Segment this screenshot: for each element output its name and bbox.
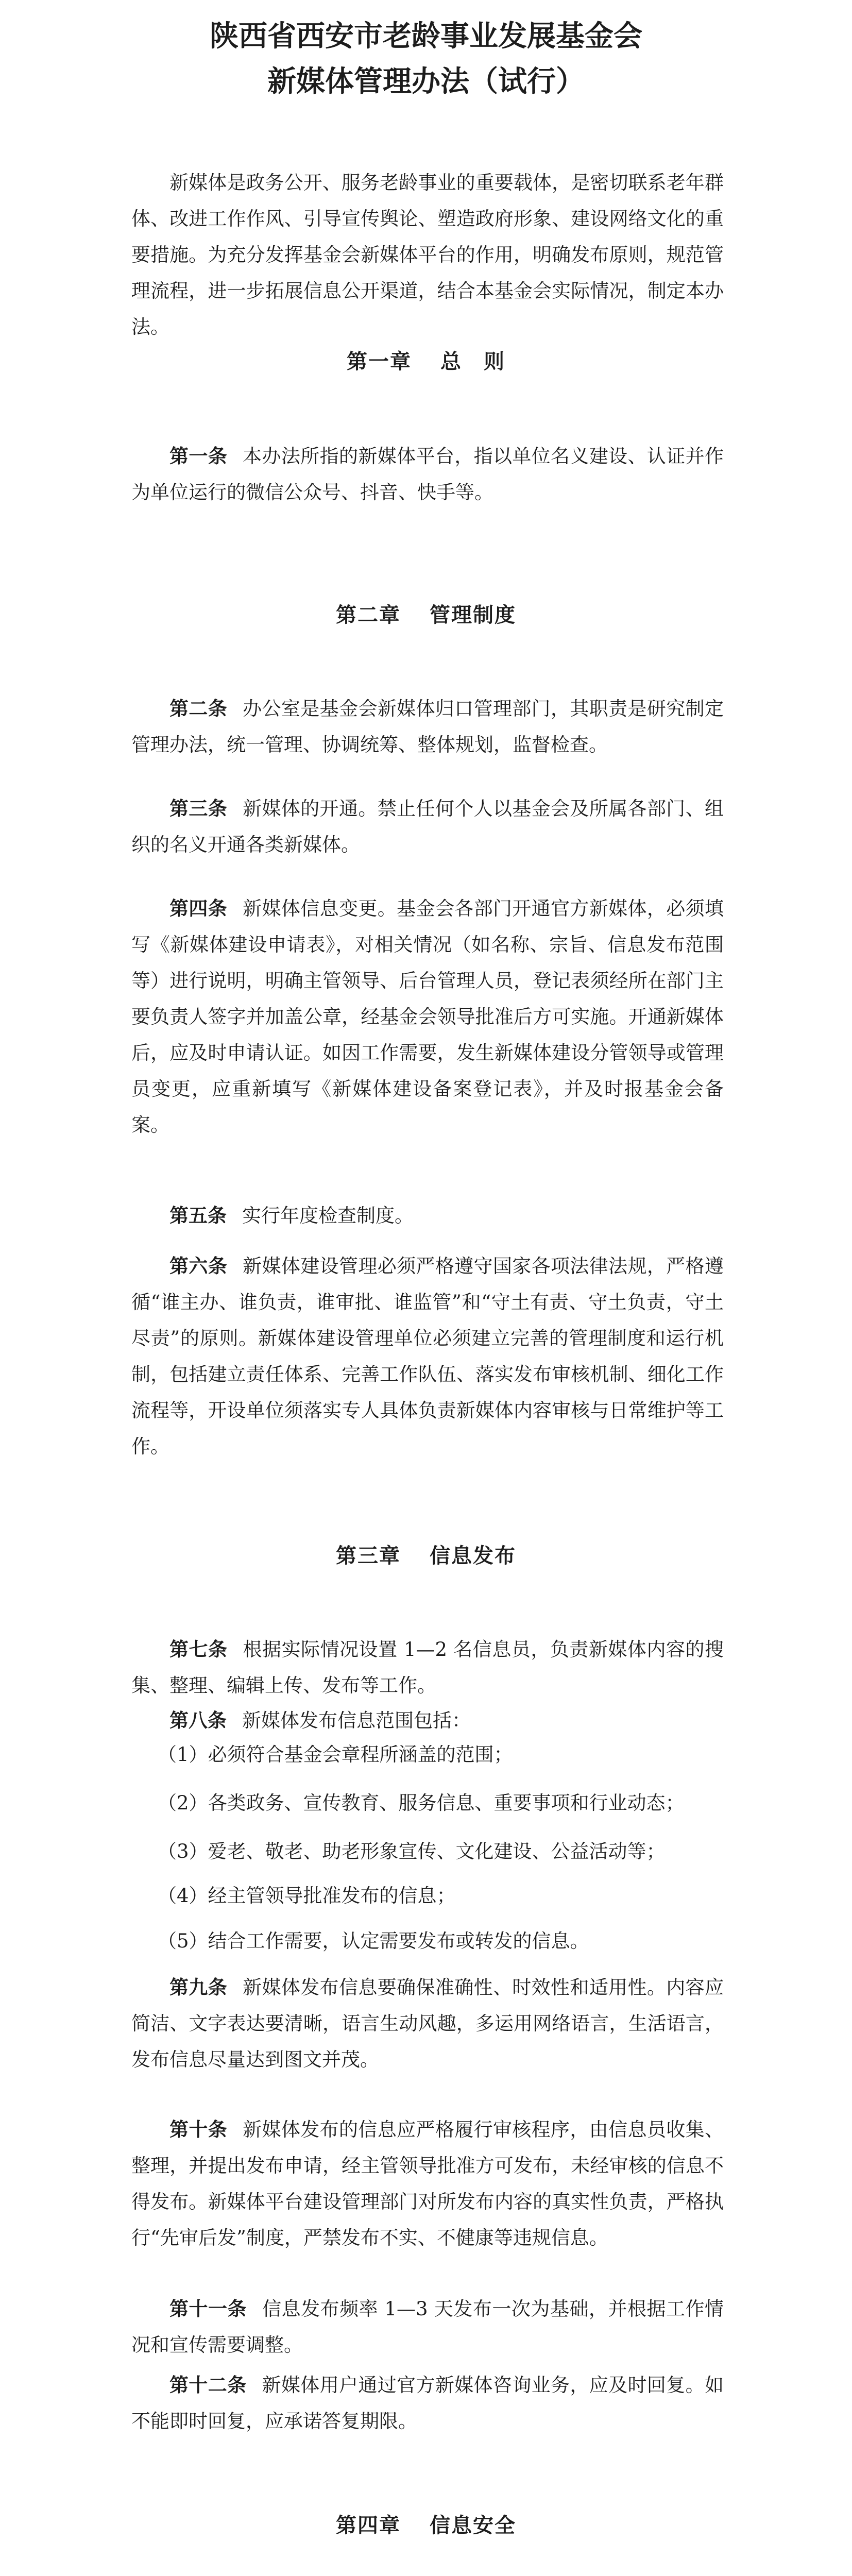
article-7: [131, 1631, 724, 1704]
chapter-number: 第四章: [336, 2513, 401, 2537]
article-9: [131, 1969, 724, 2078]
scope-item-5: （5）结合工作需要，认定需要发布或转发的信息。: [158, 1930, 589, 1952]
article-text: 新媒体发布的信息应严格履行审核程序，由信息员收集、整理，并提出发布申请，经主管领导批准方可发布，未经审核的信息不得发布。新媒体平台建设管理部门对所发布内容的真实性负责，严格执行“先审后发”制度，严禁发布不实、不健康等违规信息。: [131, 2119, 724, 2249]
chapter-name: 信息安全: [430, 2513, 516, 2537]
article-text: 信息发布频率 1—3 天发布一次为基础，并根据工作情况和宣传需要调整。: [131, 2298, 724, 2356]
article-text: 实行年度检查制度。: [242, 1205, 414, 1227]
scope-item-2: （2）各类政务、宣传教育、服务信息、重要事项和行业动态；: [158, 1792, 685, 1814]
article-label: 第十条: [169, 2118, 228, 2141]
chapter-name: 管理制度: [430, 603, 516, 627]
chapter-name: 总 则: [440, 349, 505, 374]
article-label: 第一条: [169, 445, 228, 467]
article-10: [131, 2111, 724, 2256]
chapter-1-heading: [0, 346, 852, 377]
article-label: 第四条: [169, 897, 228, 920]
article-5: [131, 1197, 724, 1234]
article-11: [131, 2291, 724, 2363]
document-title-line1: 陕西省西安市老龄事业发展基金会: [210, 19, 642, 53]
chapter-2-heading: [0, 600, 852, 631]
chapter-number: 第二章: [336, 603, 401, 627]
article-3: [131, 790, 724, 863]
intro-paragraph: 新媒体是政务公开、服务老龄事业的重要载体，是密切联系老年群体、改进工作作风、引导宣传舆论、塑造政府形象、建设网络文化的重要措施。为充分发挥基金会新媒体平台的作用，明确发布原则，规范管理流程，进一步拓展信息公开渠道，结合本基金会实际情况，制定本办法。: [131, 172, 724, 338]
article-label: 第五条: [169, 1204, 227, 1227]
article-text: 新媒体发布信息范围包括：: [242, 1709, 471, 1732]
article-4: [131, 890, 724, 1143]
article-text: 根据实际情况设置 1—2 名信息员，负责新媒体内容的搜集、整理、编辑上传、发布等工作。: [131, 1638, 724, 1697]
article-label: 第九条: [169, 1976, 228, 1998]
chapter-name: 信息发布: [430, 1544, 516, 1568]
article-8: [131, 1702, 724, 1739]
article-text: 本办法所指的新媒体平台，指以单位名义建设、认证并作为单位运行的微信公众号、抖音、快手等。: [131, 445, 724, 503]
article-6: [131, 1248, 724, 1465]
scope-item-1: （1）必须符合基金会章程所涵盖的范围；: [158, 1743, 513, 1766]
document-title-line2: 新媒体管理办法（试行）: [267, 64, 585, 98]
article-2: [131, 690, 724, 763]
article-12: [131, 2367, 724, 2439]
article-label: 第八条: [169, 1709, 227, 1732]
article-text: 新媒体建设管理必须严格遵守国家各项法律法规，严格遵循“谁主办、谁负责，谁审批、谁监管”和“守土有责、守土负责，守土尽责”的原则。新媒体建设管理单位必须建立完善的管理制度和运行机制，包括建立责任体系、完善工作队伍、落实发布审核机制、细化工作流程等，开设单位须落实专人具体负责新媒体内容审核与日常维护等工作。: [131, 1255, 724, 1458]
article-text: 办公室是基金会新媒体归口管理部门，其职责是研究制定管理办法，统一管理、协调统筹、整体规划，监督检查。: [131, 698, 724, 756]
chapter-4-heading: [0, 2510, 852, 2541]
article-text: 新媒体用户通过官方新媒体咨询业务，应及时回复。如不能即时回复，应承诺答复期限。: [131, 2374, 724, 2432]
chapter-number: 第三章: [336, 1544, 401, 1568]
article-text: 新媒体发布信息要确保准确性、时效性和适用性。内容应简洁、文字表达要清晰，语言生动风趣，多运用网络语言，生活语言，发布信息尽量达到图文并茂。: [131, 1976, 724, 2071]
article-label: 第二条: [169, 697, 228, 720]
chapter-3-heading: [0, 1540, 852, 1571]
article-label: 第十一条: [169, 2297, 247, 2320]
article-1: [131, 438, 724, 511]
scope-item-4: （4）经主管领导批准发布的信息；: [158, 1885, 456, 1907]
article-label: 第七条: [169, 1638, 228, 1660]
article-label: 第六条: [169, 1255, 228, 1277]
article-label: 第三条: [169, 797, 228, 820]
article-label: 第十二条: [169, 2374, 247, 2396]
article-text: 新媒体信息变更。基金会各部门开通官方新媒体，必须填写《新媒体建设申请表》，对相关情况（如名称、宗旨、信息发布范围等）进行说明，明确主管领导、后台管理人员，登记表须经所在部门主要负责人签字并加盖公章，经基金会领导批准后方可实施。开通新媒体后，应及时申请认证。如因工作需要，发生新媒体建设分管领导或管理员变更，应重新填写《新媒体建设备案登记表》，并及时报基金会备案。: [131, 897, 724, 1136]
scope-item-3: （3）爱老、敬老、助老形象宣传、文化建设、公益活动等；: [158, 1840, 666, 1862]
article-text: 新媒体的开通。禁止任何个人以基金会及所属各部门、组织的名义开通各类新媒体。: [131, 798, 724, 856]
chapter-number: 第一章: [347, 349, 412, 374]
